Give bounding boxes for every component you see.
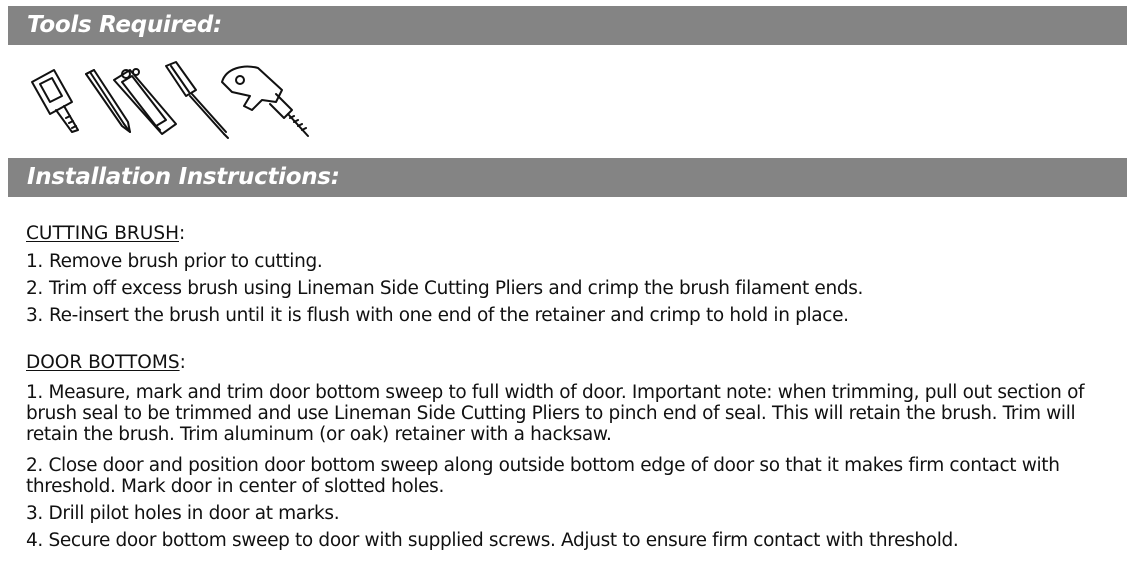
step-text: Re-insert the brush until it is flush with one end of the retainer and crimp to hold in place. [48,305,849,326]
tools-required-header: Tools Required: [8,6,1127,45]
cutting-brush-step-2 [26,278,1121,299]
cutting-brush-title: CUTTING BRUSH [26,223,179,244]
door-bottoms-step-3 [26,503,1121,524]
door-bottoms-step-2 [26,455,1121,497]
step-text: Secure door bottom sweep to door with supplied screws. Adjust to ensure firm contact with threshold. [48,530,959,551]
step-text: Trim off excess brush using Lineman Side Cutting Pliers and crimp the brush filament ends. [48,278,864,299]
step-number: 3. [26,503,43,524]
door-bottoms-step-1 [26,382,1121,445]
step-number: 2. [26,278,43,299]
cutting-brush-step-3 [26,305,1121,326]
step-text: Measure, mark and trim door bottom sweep to full width of door. Important note: when trimming, pull out section of brush seal to be trimmed and use Lineman Side Cutting Pliers to pinch end of seal. This will retain the brush. Trim will retain the brush. Trim aluminum (or oak) retainer with a hacksaw. [26,382,1085,445]
step-text: Drill pilot holes in door at marks. [48,503,340,524]
door-bottoms-colon: : [179,352,186,373]
drill-icon [222,67,308,136]
step-text: Remove brush prior to cutting. [48,251,323,272]
cutting-brush-heading [26,223,185,245]
cutting-brush-colon: : [179,223,186,244]
tape-measure-icon [32,70,78,132]
tools-illustration [26,60,316,144]
step-text: Close door and position door bottom sweep along outside bottom edge of door so that it makes firm contact with threshold. Mark door in center of slotted holes. [26,455,1060,497]
step-number: 2. [26,455,43,476]
door-bottoms-step-4 [26,530,1121,551]
step-number: 1. [26,251,43,272]
step-number: 4. [26,530,43,551]
pencil-icon [86,70,130,132]
cutting-brush-step-1 [26,251,1121,272]
screwdriver-icon [166,62,228,138]
step-number: 3. [26,305,43,326]
door-bottoms-heading [26,352,186,374]
installation-instructions-header: Installation Instructions: [8,158,1127,197]
step-number: 1. [26,382,43,403]
door-bottoms-title: DOOR BOTTOMS [26,352,180,373]
